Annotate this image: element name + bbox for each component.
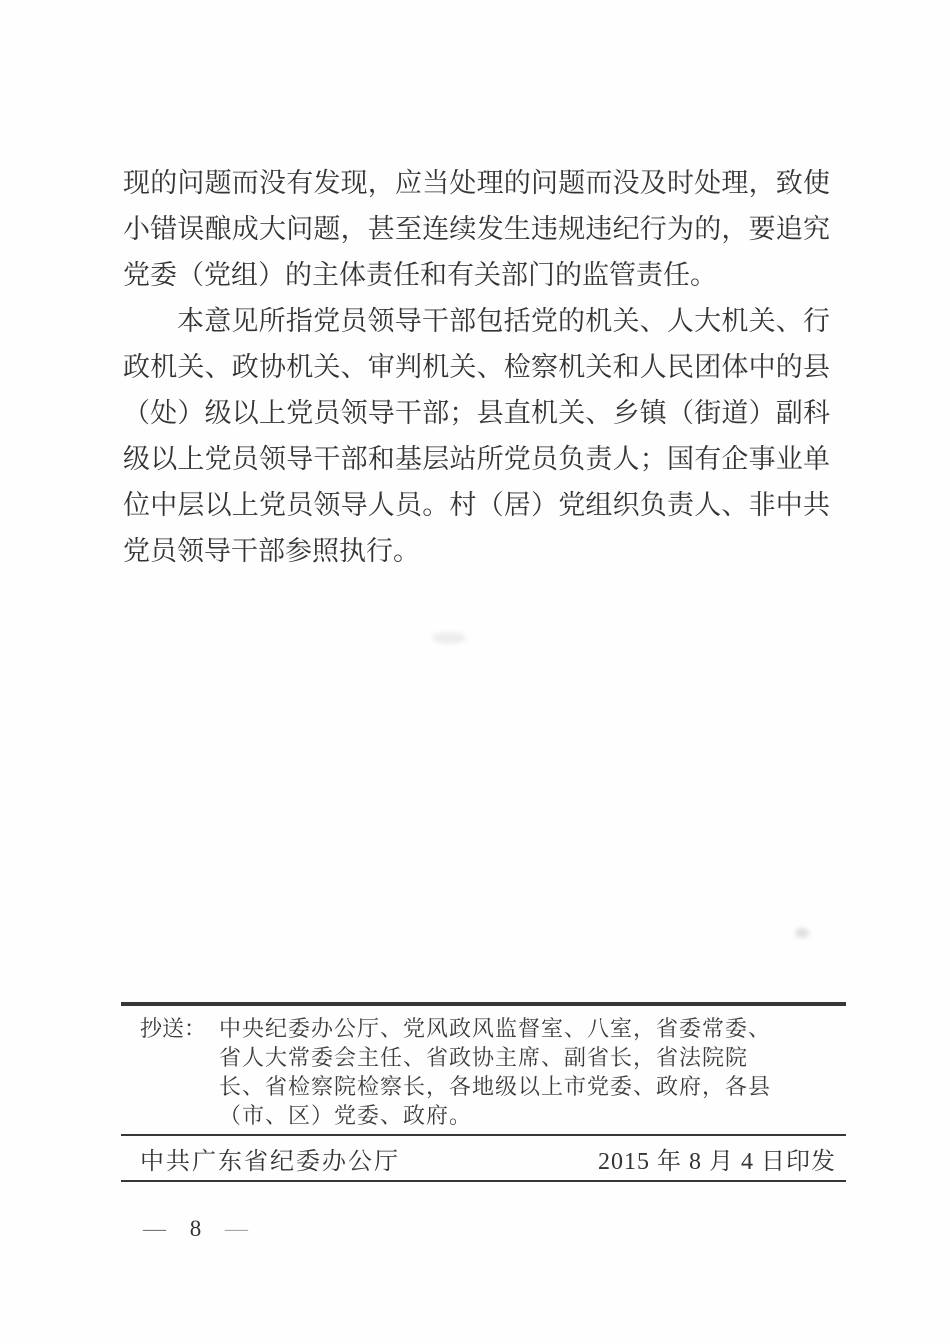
body-line: （处）级以上党员领导干部；县直机关、乡镇（街道）副科: [123, 398, 830, 428]
body-line: 位中层以上党员领导人员。村（居）党组织负责人、非中共: [123, 490, 830, 520]
footer-row: [121, 1136, 846, 1182]
body-line: 小错误酿成大问题，甚至连续发生违规违纪行为的，要追究: [123, 214, 830, 244]
scan-artifact: [432, 632, 466, 644]
body-line: 现的问题而没有发现，应当处理的问题而没及时处理，致使: [123, 168, 830, 198]
cc-block: [121, 1002, 846, 1136]
footer-print-date: 2015 年 8 月 4 日印发: [598, 1148, 836, 1175]
cc-line: 长、省检察院检察长，各地级以上市党委、政府，各县: [219, 1074, 772, 1099]
document-body: [123, 160, 830, 574]
cc-line: 省人大常委会主任、省政协主席、副省长，省法院院: [219, 1045, 749, 1070]
cc-line: （市、区）党委、政府。: [219, 1103, 473, 1128]
body-line: 政机关、政协机关、审判机关、检察机关和人民团体中的县: [123, 352, 830, 382]
body-line: 级以上党员领导干部和基层站所党员负责人；国有企事业单: [123, 444, 830, 474]
body-line: 本意见所指党员领导干部包括党的机关、人大机关、行: [177, 306, 830, 336]
footer-issuer: 中共广东省纪委办公厅: [140, 1148, 400, 1175]
page-number: [143, 1216, 250, 1242]
page-number-dash-left: —: [143, 1216, 168, 1241]
page-number-value: 8: [189, 1216, 204, 1241]
cc-lines: [219, 1014, 846, 1130]
scan-artifact: [795, 928, 809, 938]
body-line: 党委（党组）的主体责任和有关部门的监管责任。: [123, 260, 717, 290]
cc-line: 中央纪委办公厅、党风政风监督室、八室，省委常委、: [219, 1016, 772, 1041]
body-line: 党员领导干部参照执行。: [123, 536, 420, 566]
cc-label: 抄送：: [140, 1016, 207, 1041]
page-number-dash-right: —: [225, 1216, 250, 1241]
